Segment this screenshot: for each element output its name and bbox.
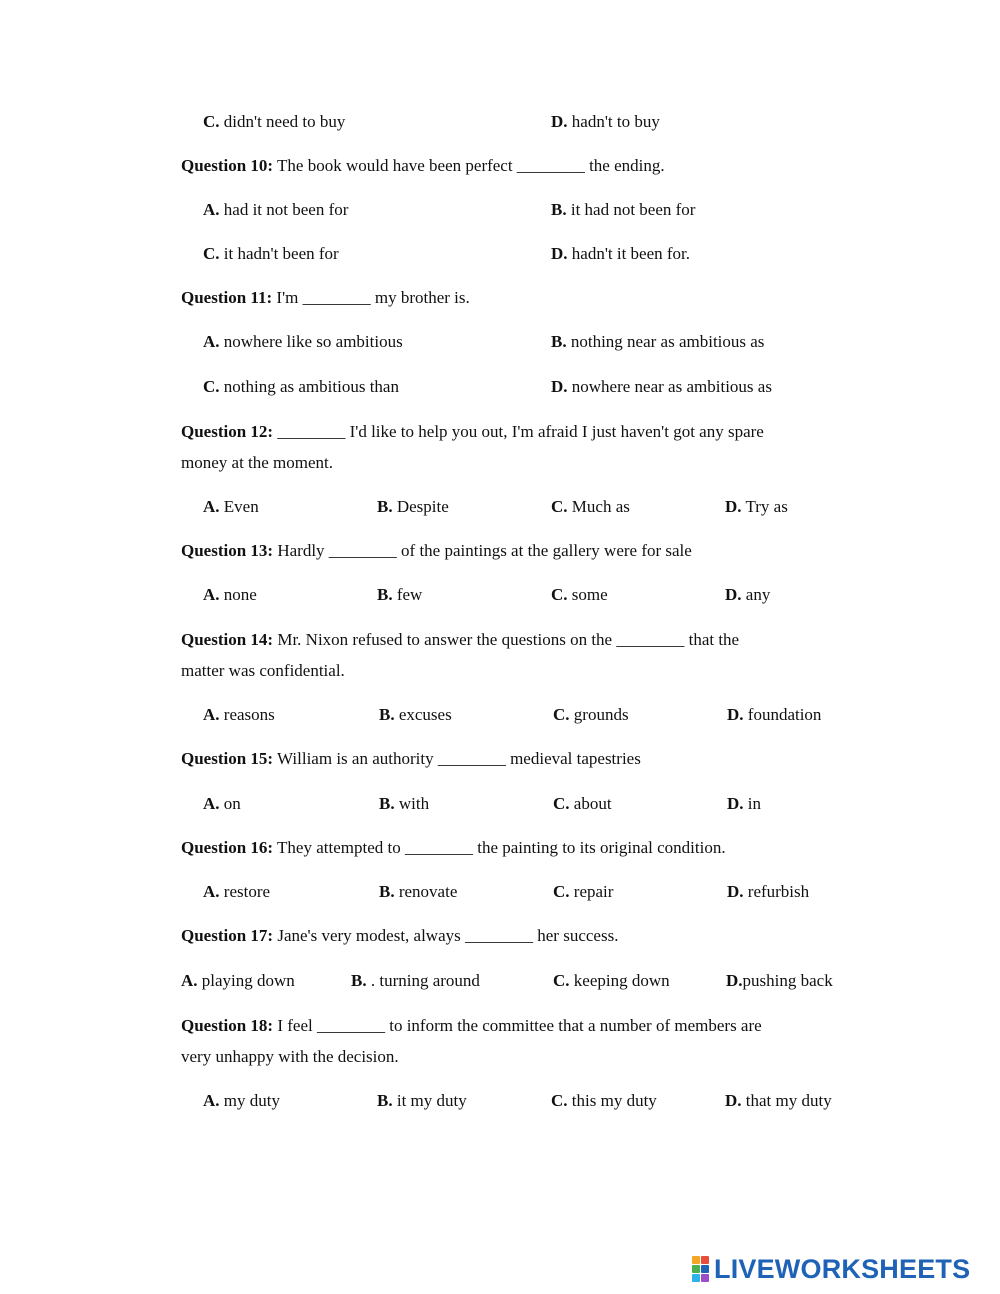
q10-option-c[interactable] (203, 244, 339, 264)
q15-option-d[interactable] (727, 794, 761, 814)
q14-option-b[interactable] (379, 705, 452, 725)
body-text: Jane's very modest, always ________ her success. (273, 926, 619, 945)
label-text: A. (203, 497, 220, 516)
liveworksheets-logo-text: LIVEWORKSHEETS (714, 1253, 971, 1284)
q12-option-d[interactable] (725, 497, 788, 517)
q18-option-b[interactable] (377, 1091, 467, 1111)
q17-option-c[interactable] (553, 971, 670, 991)
liveworksheets-logo[interactable] (692, 1255, 970, 1283)
label-text: B. (379, 882, 395, 901)
label-text: D. (551, 377, 568, 396)
body-text: Despite (392, 497, 449, 516)
body-text: renovate (394, 882, 458, 901)
label-text: D. (727, 794, 744, 813)
question-14-stem-cont: matter was confidential. (181, 661, 345, 680)
label-text: B. (379, 794, 395, 813)
q14-option-d[interactable] (727, 705, 821, 725)
question-12-stem-cont: money at the moment. (181, 453, 334, 472)
q18-option-c[interactable] (551, 1091, 657, 1111)
label-text: D. (725, 1091, 742, 1110)
body-text: . turning around (366, 971, 480, 990)
label-text: C. (553, 705, 570, 724)
q16-option-c[interactable] (553, 882, 613, 902)
q12-option-c[interactable] (551, 497, 630, 517)
body-text: few (392, 585, 423, 604)
q14-option-a[interactable] (203, 705, 275, 725)
body-text: foundation (743, 705, 822, 724)
q9-option-d[interactable] (551, 112, 660, 132)
label-text: D. (727, 705, 744, 724)
q16-option-b[interactable] (379, 882, 457, 902)
body-text: I feel ________ to inform the committee that a number of members are (273, 1016, 762, 1035)
q17-option-b[interactable] (351, 971, 480, 991)
label-text: Question 18: (181, 1016, 274, 1035)
label-text: C. (553, 971, 570, 990)
body-text: repair (569, 882, 614, 901)
label-text: A. (203, 794, 220, 813)
body-text: nothing near as ambitious as (566, 332, 765, 351)
label-text: Question 16: (181, 838, 274, 857)
body-text: refurbish (743, 882, 810, 901)
body-text: nothing as ambitious than (219, 377, 399, 396)
body-text: excuses (394, 705, 452, 724)
label-text: D. (725, 585, 742, 604)
label-text: C. (551, 1091, 568, 1110)
label-text: Question 14: (181, 630, 274, 649)
label-text: A. (181, 971, 198, 990)
body-text: that my duty (741, 1091, 832, 1110)
body-text: ________ I'd like to help you out, I'm afraid I just haven't got any spare (273, 422, 764, 441)
q10-option-b[interactable] (551, 200, 695, 220)
label-text: D. (551, 244, 568, 263)
body-text: hadn't it been for. (567, 244, 691, 263)
q10-option-d[interactable] (551, 244, 690, 264)
label-text: Question 15: (181, 749, 274, 768)
q13-option-b[interactable] (377, 585, 422, 605)
q15-option-c[interactable] (553, 794, 612, 814)
label-text: Question 17: (181, 926, 274, 945)
body-text: I'm ________ my brother is. (272, 288, 470, 307)
label-text: A. (203, 332, 220, 351)
label-text: A. (203, 882, 220, 901)
body-text: none (219, 585, 257, 604)
question-11-stem (181, 288, 470, 308)
body-text: keeping down (569, 971, 670, 990)
label-text: D. (727, 882, 744, 901)
label-text: Question 13: (181, 541, 274, 560)
body-text: it my duty (392, 1091, 467, 1110)
q16-option-a[interactable] (203, 882, 270, 902)
body-text: grounds (569, 705, 629, 724)
body-text: my duty (219, 1091, 280, 1110)
body-text: some (567, 585, 608, 604)
body-text: Hardly ________ of the paintings at the gallery were for sale (273, 541, 692, 560)
q12-option-b[interactable] (377, 497, 449, 517)
body-text: Try as (741, 497, 788, 516)
label-text: C. (203, 377, 220, 396)
body-text: restore (219, 882, 271, 901)
question-18-stem (181, 1016, 762, 1036)
question-14-stem (181, 630, 739, 650)
body-text: this my duty (567, 1091, 657, 1110)
label-text: B. (551, 200, 567, 219)
question-13-stem (181, 541, 692, 561)
body-text: had it not been for (219, 200, 349, 219)
label-text: D. (725, 497, 742, 516)
q15-option-a[interactable] (203, 794, 241, 814)
q11-option-c[interactable] (203, 377, 399, 397)
body-text: nowhere near as ambitious as (567, 377, 772, 396)
question-18-stem-cont: very unhappy with the decision. (181, 1047, 399, 1066)
q11-option-b[interactable] (551, 332, 764, 352)
label-text: B. (379, 705, 395, 724)
q18-option-a[interactable] (203, 1091, 280, 1111)
body-text: They attempted to ________ the painting to its original condition. (273, 838, 726, 857)
label-text: B. (351, 971, 367, 990)
label-text: Question 10: (181, 156, 274, 175)
question-15-stem (181, 749, 641, 769)
body-text: pushing back (742, 971, 833, 990)
q13-option-d[interactable] (725, 585, 770, 605)
q17-option-a[interactable] (181, 971, 295, 991)
q11-option-a[interactable] (203, 332, 403, 352)
body-text: any (741, 585, 771, 604)
body-text: with (394, 794, 430, 813)
label-text: B. (377, 1091, 393, 1110)
q10-option-a[interactable] (203, 200, 348, 220)
q12-option-a[interactable] (203, 497, 259, 517)
label-text: A. (203, 705, 220, 724)
label-text: D. (551, 112, 568, 131)
question-17-stem (181, 926, 618, 946)
body-text: in (743, 794, 762, 813)
label-text: A. (203, 585, 220, 604)
body-text: hadn't to buy (567, 112, 660, 131)
question-12-stem (181, 422, 764, 442)
q11-option-d[interactable] (551, 377, 772, 397)
label-text: B. (377, 497, 393, 516)
label-text: A. (203, 1091, 220, 1110)
body-text: Even (219, 497, 259, 516)
label-text: C. (553, 882, 570, 901)
label-text: Question 11: (181, 288, 273, 307)
body-text: playing down (197, 971, 295, 990)
q16-option-d[interactable] (727, 882, 809, 902)
label-text: C. (203, 112, 220, 131)
label-text: C. (203, 244, 220, 263)
body-text: William is an authority ________ medieval tapestries (273, 749, 641, 768)
question-16-stem (181, 838, 726, 858)
body-text: it had not been for (566, 200, 696, 219)
body-text: The book would have been perfect ________ the ending. (273, 156, 665, 175)
body-text: it hadn't been for (219, 244, 339, 263)
body-text: reasons (219, 705, 275, 724)
body-text: nowhere like so ambitious (219, 332, 403, 351)
liveworksheets-logo-icon (692, 1256, 709, 1282)
q13-option-a[interactable] (203, 585, 257, 605)
label-text: A. (203, 200, 220, 219)
body-text: about (569, 794, 612, 813)
body-text: on (219, 794, 241, 813)
q9-option-c[interactable] (203, 112, 345, 132)
label-text: B. (551, 332, 567, 351)
q13-option-c[interactable] (551, 585, 608, 605)
q17-option-d[interactable] (726, 971, 833, 991)
label-text: C. (553, 794, 570, 813)
question-10-stem (181, 156, 665, 176)
q14-option-c[interactable] (553, 705, 629, 725)
label-text: D. (726, 971, 743, 990)
body-text: didn't need to buy (219, 112, 346, 131)
label-text: B. (377, 585, 393, 604)
label-text: C. (551, 585, 568, 604)
label-text: C. (551, 497, 568, 516)
body-text: Much as (567, 497, 630, 516)
body-text: Mr. Nixon refused to answer the questions on the ________ that the (273, 630, 740, 649)
q15-option-b[interactable] (379, 794, 429, 814)
q18-option-d[interactable] (725, 1091, 832, 1111)
label-text: Question 12: (181, 422, 274, 441)
